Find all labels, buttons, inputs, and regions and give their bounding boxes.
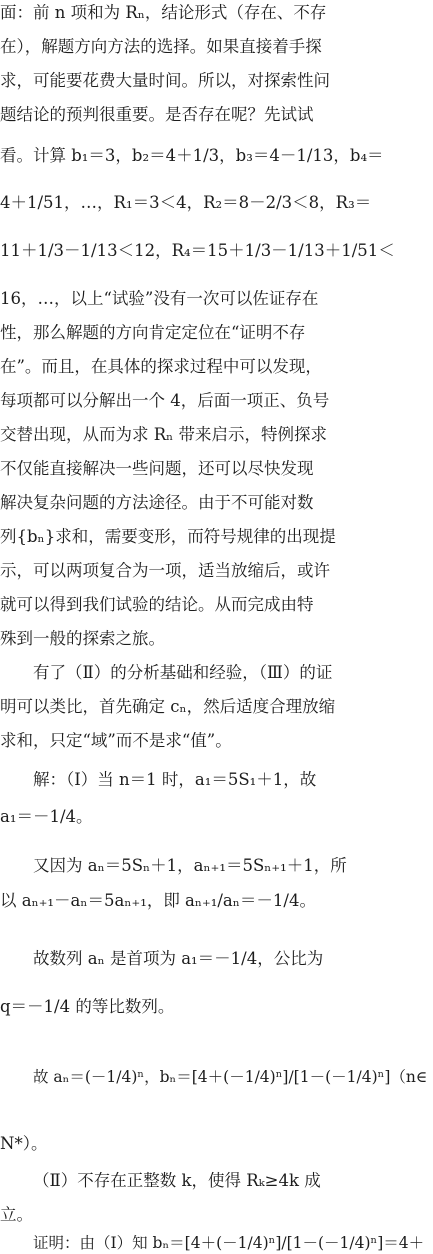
line-2: 在），解题方向方法的选择。如果直接着手探 <box>0 37 322 56</box>
line-9: 性，那么解题的方向肯定定位在“证明不存 <box>0 323 306 342</box>
line-31: 立。 <box>0 1205 33 1224</box>
line-24: 又因为 aₙ＝5Sₙ＋1，aₙ₊₁＝5Sₙ₊₁＋1，所 <box>33 856 347 875</box>
line-21: 求和，只定“域”而不是求“值”。 <box>0 731 232 750</box>
line-10: 在”。而且，在具体的探求过程中可以发现， <box>0 357 322 376</box>
line-5: 看。计算 b₁＝3，b₂＝4＋1/3，b₃＝4－1/13，b₄＝ <box>0 146 384 165</box>
line-28: 故 aₙ＝(－1/4)ⁿ，bₙ＝[4＋(－1/4)ⁿ]/[1－(－1/4)ⁿ]（n∈ <box>33 1068 428 1086</box>
line-8: 16，…，以上“试验”没有一次可以佐证存在 <box>0 289 319 308</box>
line-3: 求，可能要花费大量时间。所以，对探索性问 <box>0 71 330 90</box>
line-29: N*）。 <box>0 1134 48 1153</box>
line-32: 证明：由（Ⅰ）知 bₙ＝[4＋(－1/4)ⁿ]/[1－(－1/4)ⁿ]＝4＋ <box>33 1234 425 1252</box>
line-6: 4＋1/51，…，R₁＝3＜4，R₂＝8－2/3＜8，R₃＝ <box>0 193 372 212</box>
line-14: 解决复杂问题的方法途径。由于不可能对数 <box>0 493 314 512</box>
line-26: 故数列 aₙ 是首项为 a₁＝－1/4，公比为 <box>33 949 324 968</box>
line-19: 有了（Ⅱ）的分析基础和经验，（Ⅲ）的证 <box>33 663 333 682</box>
line-16: 示，可以两项复合为一项，适当放缩后，或许 <box>0 561 330 580</box>
line-13: 不仅能直接解决一些问题，还可以尽快发现 <box>0 459 314 478</box>
line-1: 面：前 n 项和为 Rₙ，结论形式（存在、不存 <box>0 3 327 22</box>
line-15: 列{bₙ}求和，需要变形，而符号规律的出现提 <box>0 527 336 546</box>
line-22: 解：（Ⅰ）当 n＝1 时，a₁＝5S₁＋1，故 <box>33 770 317 789</box>
line-7: 11＋1/3－1/13＜12，R₄＝15＋1/3－1/13＋1/51＜ <box>0 241 395 260</box>
line-25: 以 aₙ₊₁－aₙ＝5aₙ₊₁，即 aₙ₊₁/aₙ＝－1/4。 <box>0 891 316 910</box>
line-30: （Ⅱ）不存在正整数 k，使得 Rₖ≥4k 成 <box>33 1171 321 1190</box>
line-18: 殊到一般的探索之旅。 <box>0 629 165 648</box>
line-27: q＝－1/4 的等比数列。 <box>0 997 175 1016</box>
line-23: a₁＝－1/4。 <box>0 807 93 826</box>
line-17: 就可以得到我们试验的结论。从而完成由特 <box>0 595 314 614</box>
line-20: 明可以类比，首先确定 cₙ，然后适度合理放缩 <box>0 697 336 716</box>
line-12: 交替出现，从而为求 Rₙ 带来启示，特例探求 <box>0 425 328 444</box>
line-4: 题结论的预判很重要。是否存在呢？先试试 <box>0 105 314 124</box>
line-11: 每项都可以分解出一个 4，后面一项正、负号 <box>0 391 330 410</box>
